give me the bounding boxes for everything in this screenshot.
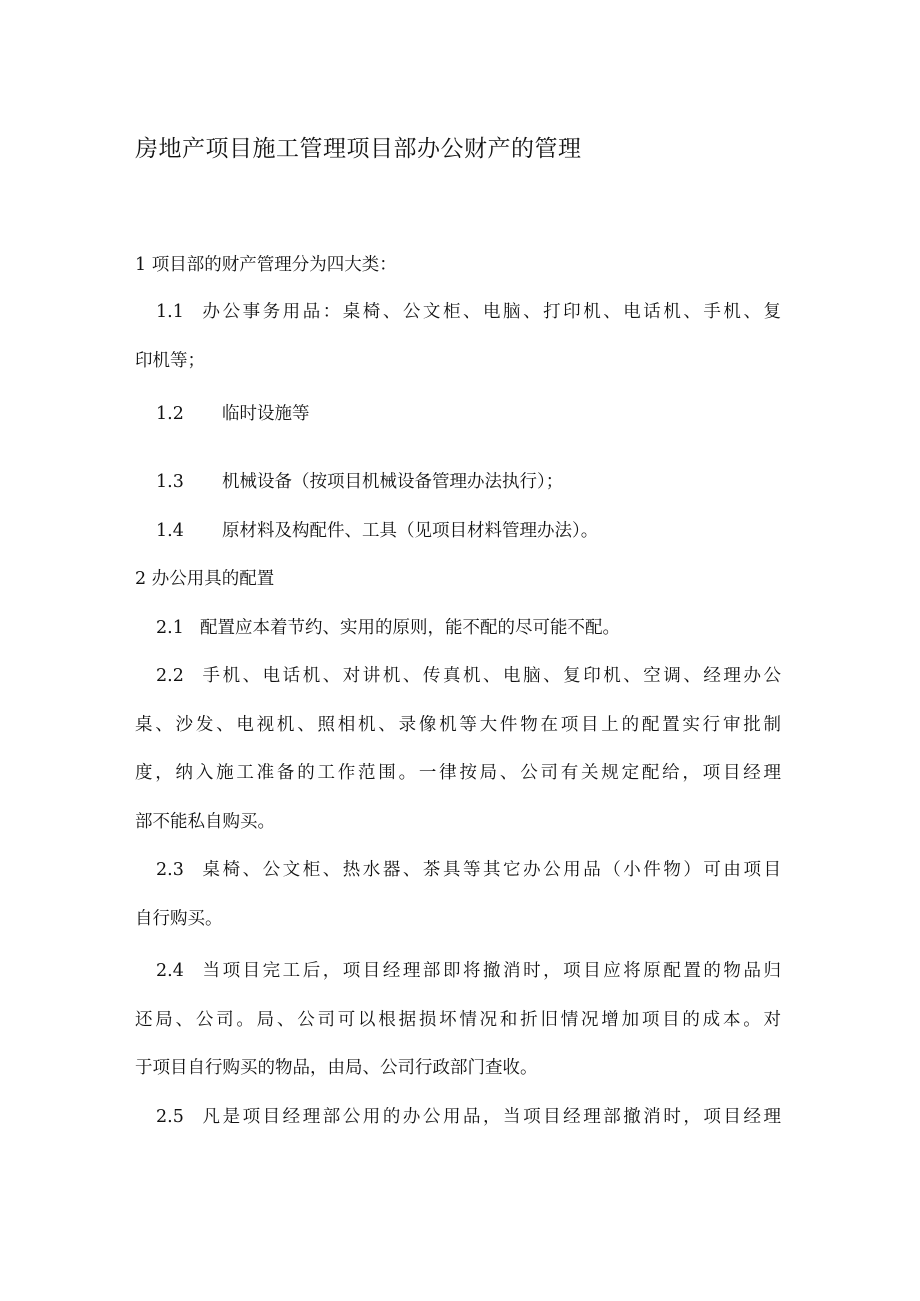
item-number: 2.2 (156, 666, 184, 686)
item-text: 桌椅、公文柜、热水器、茶具等其它办公用品（小件物）可由项目 (200, 860, 781, 880)
item-text: 临时设施等 (222, 404, 310, 424)
document-title: 房地产项目施工管理项目部办公财产的管理 (135, 136, 582, 162)
item-number: 1.3 (156, 472, 184, 492)
item-text: 办公事务用品：桌椅、公文柜、电脑、打印机、电话机、手机、复 (200, 302, 781, 322)
item-number: 2.5 (156, 1107, 184, 1127)
paragraph-line: 还局、公司。局、公司可以根据损坏情况和折旧情况增加项目的成本。对 (135, 1010, 781, 1030)
paragraph-line (156, 613, 620, 643)
item-text: 凡是项目经理部公用的办公用品，当项目经理部撤消时，项目经理 (200, 1107, 781, 1127)
paragraph-line (156, 399, 310, 429)
item-number: 1.1 (156, 302, 184, 322)
paragraph-line: 自行购买。 (135, 909, 223, 929)
paragraph-line: 于项目自行购买的物品，由局、公司行政部门查收。 (135, 1058, 538, 1078)
paragraph-line (156, 467, 563, 497)
section-heading-1: 1 项目部的财产管理分为四大类： (135, 255, 397, 275)
paragraph-line: 部不能私自购买。 (135, 812, 275, 832)
paragraph-line: 度，纳入施工准备的工作范围。一律按局、公司有关规定配给，项目经理 (135, 763, 781, 783)
section-heading-2: 2 办公用具的配置 (135, 569, 275, 589)
paragraph-line: 桌、沙发、电视机、照相机、录像机等大件物在项目上的配置实行审批制 (135, 715, 781, 735)
paragraph-line (156, 855, 781, 885)
item-text: 手机、电话机、对讲机、传真机、电脑、复印机、空调、经理办公 (200, 666, 781, 686)
item-text: 原材料及构配件、工具（见项目材料管理办法）。 (222, 521, 599, 541)
item-number: 1.4 (156, 521, 184, 541)
paragraph-line (156, 297, 781, 327)
item-number: 2.1 (156, 618, 184, 638)
paragraph-line (156, 516, 598, 546)
paragraph-line: 印机等； (135, 351, 205, 371)
paragraph-line (156, 1102, 781, 1132)
item-number: 1.2 (156, 404, 184, 424)
item-number: 2.3 (156, 860, 184, 880)
item-text: 配置应本着节约、实用的原则，能不配的尽可能不配。 (200, 618, 620, 638)
item-number: 2.4 (156, 961, 184, 981)
paragraph-line (156, 956, 781, 986)
item-text: 机械设备（按项目机械设备管理办法执行）； (222, 472, 564, 492)
item-text: 当项目完工后，项目经理部即将撤消时，项目应将原配置的物品归 (200, 961, 781, 981)
paragraph-line (156, 661, 781, 691)
